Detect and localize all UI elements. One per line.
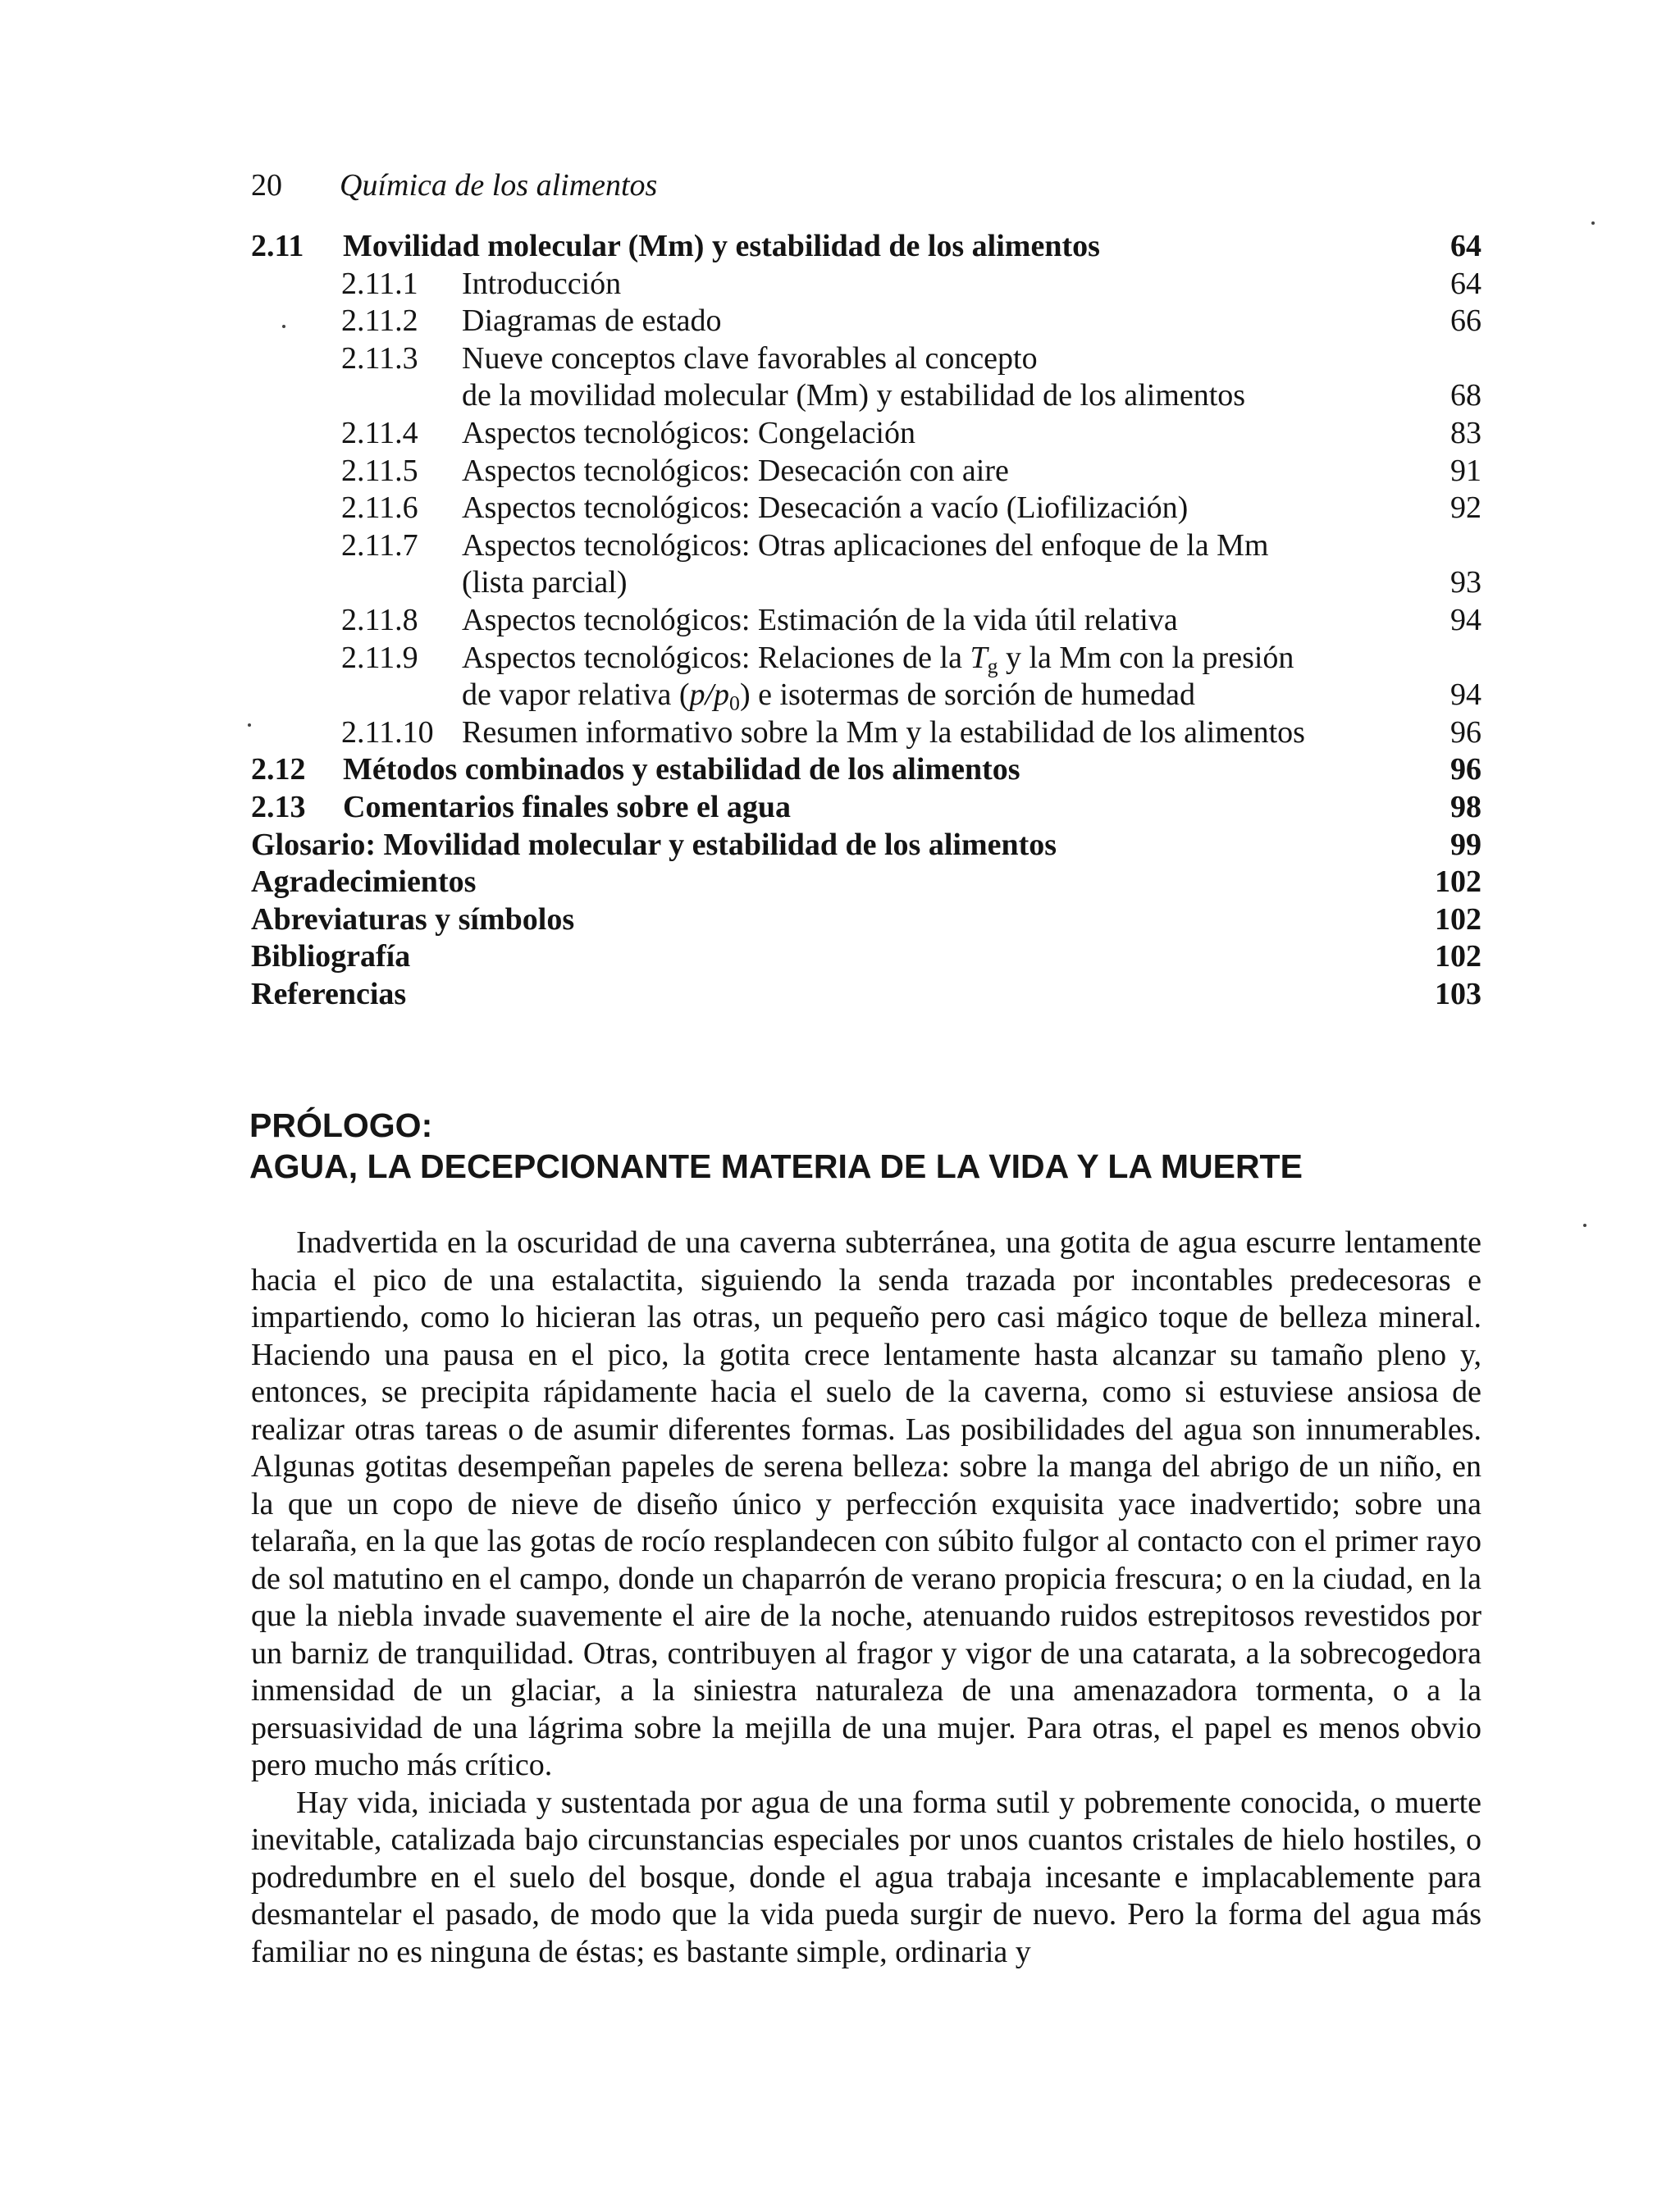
- toc-entry-title: Abreviaturas y símbolos: [251, 901, 575, 937]
- toc-entry-number: 2.11.6: [341, 490, 418, 526]
- toc-entry-title: Comentarios finales sobre el agua: [343, 789, 792, 824]
- toc-entry-title: Aspectos tecnológicos: Otras aplicaciones del enfoque de la Mm: [462, 527, 1269, 563]
- toc-entry-title: Glosario: Movilidad molecular y estabilidad de los alimentos: [251, 827, 1057, 862]
- toc-entry-page: 102: [1435, 864, 1481, 900]
- toc-entry-title: Métodos combinados y estabilidad de los alimentos: [343, 752, 1020, 787]
- prologue-heading: [249, 1105, 1303, 1187]
- toc-entry-page: 103: [1435, 976, 1481, 1011]
- prologue-heading-line-1: PRÓLOGO:: [249, 1106, 433, 1144]
- toc-entry: [251, 751, 1481, 789]
- toc-entry-page: 102: [1435, 901, 1481, 937]
- toc-entry: [251, 564, 1481, 602]
- toc-entry: [251, 228, 1481, 266]
- toc-entry-page: 83: [1450, 415, 1481, 450]
- toc-entry-title: Nueve conceptos clave favorables al concepto: [462, 340, 1038, 376]
- prologue-heading-line-2: AGUA, LA DECEPCIONANTE MATERIA DE LA VIDA Y LA MUERTE: [249, 1147, 1303, 1185]
- toc-entry-title: Aspectos tecnológicos: Desecación a vacío (Liofilización): [462, 490, 1189, 526]
- scan-speck: [1591, 221, 1595, 225]
- toc-entry: [251, 527, 1481, 565]
- toc-entry-page: 91: [1450, 453, 1481, 488]
- toc-entry-number: 2.11.4: [341, 415, 418, 450]
- scan-speck: [1583, 1224, 1586, 1227]
- toc-entry-title: Referencias: [251, 976, 407, 1011]
- book-title: Química de los alimentos: [340, 168, 658, 203]
- toc-entry: [251, 938, 1481, 976]
- toc-entry: [251, 827, 1481, 864]
- toc-entry-number: 2.12: [251, 752, 306, 787]
- toc-entry-number: 2.13: [251, 789, 306, 824]
- toc-entry: [251, 789, 1481, 827]
- toc-entry-title: (lista parcial): [462, 565, 628, 600]
- table-of-contents: [251, 228, 1481, 1013]
- toc-entry-number: 2.11.2: [341, 303, 418, 339]
- toc-entry-page: 99: [1450, 827, 1481, 862]
- toc-entry-number: 2.11.10: [341, 714, 434, 750]
- prologue-body: [251, 1225, 1481, 1971]
- toc-entry-page: 68: [1450, 378, 1481, 413]
- toc-entry-title: de vapor relativa $(p/p_0)$ e isotermas de sorción de humedad: [462, 677, 1195, 715]
- toc-entry-page: 94: [1450, 602, 1481, 637]
- scan-speck: [282, 325, 285, 328]
- toc-entry-page: 102: [1435, 939, 1481, 974]
- toc-entry: [251, 677, 1481, 714]
- toc-entry-page: 96: [1450, 752, 1481, 787]
- toc-entry-number: 2.11.1: [341, 266, 418, 301]
- toc-entry: [251, 303, 1481, 340]
- toc-entry-title: Diagramas de estado: [462, 303, 722, 339]
- prologue-paragraph-1: Inadvertida en la oscuridad de una caverna subterránea, una gotita de agua escurre lentamente hacia el pico de una estalactita, siguiendo la senda trazada por incontables predecesoras e impartiendo, como lo hicieran las otras, un pequeño pero casi mágico toque de belleza mineral. Haciendo una pausa en el pico, la gotita crece lentamente hasta alcanzar su tamaño pleno y, entonces, se precipita rápidamente hacia el suelo de la caverna, como si estuviese ansiosa de realizar otras tareas o de asumir diferentes formas. Las posibilidades del agua son innumerables. Algunas gotitas desempeñan papeles de serena belleza: sobre la manga del abrigo de un niño, en la que un copo de nieve de diseño único y perfección exquisita yace inadvertido; sobre una telaraña, en la que las gotas de rocío resplandecen con súbito fulgor al contacto con el primer rayo de sol matutino en el campo, donde un chaparrón de verano propicia frescura; o en la ciudad, en la que la niebla invade suavemente el aire de la noche, atenuando ruidos estrepitosos revestidos por un barniz de tranquilidad. Otras, contribuyen al fragor y vigor de una catarata, a la sobrecogedora inmensidad de un glaciar, a la siniestra naturaleza de una amenazadora tormenta, o a la persuasividad de una lágrima sobre la mejilla de una mujer. Para otras, el papel es menos obvio pero mucho más crítico.: [251, 1225, 1481, 1782]
- toc-entry: [251, 340, 1481, 378]
- toc-entry-number: 2.11.9: [341, 640, 418, 675]
- toc-entry-title: Resumen informativo sobre la Mm y la estabilidad de los alimentos: [462, 714, 1305, 750]
- toc-entry-page: 93: [1450, 565, 1481, 600]
- toc-entry: [251, 901, 1481, 939]
- toc-entry-page: 64: [1450, 229, 1481, 263]
- toc-entry-title: Agradecimientos: [251, 864, 477, 900]
- toc-entry: [251, 640, 1481, 677]
- toc-entry-page: 94: [1450, 677, 1481, 713]
- toc-entry-page: 92: [1450, 490, 1481, 526]
- toc-entry: [251, 490, 1481, 527]
- toc-entry-number: 2.11.7: [341, 527, 418, 563]
- toc-entry-page: 66: [1450, 303, 1481, 339]
- toc-entry: [251, 976, 1481, 1014]
- toc-entry-title: Bibliografía: [251, 939, 411, 974]
- toc-entry-number: 2.11.8: [341, 602, 418, 637]
- toc-entry: [251, 266, 1481, 303]
- toc-entry-title: Movilidad molecular (Mm) y estabilidad de los alimentos: [343, 229, 1100, 263]
- toc-entry-number: 2.11.3: [341, 340, 418, 376]
- toc-entry-title: Aspectos tecnológicos: Congelación: [462, 415, 915, 450]
- toc-entry-number: 2.11: [251, 229, 304, 263]
- toc-entry-page: 96: [1450, 714, 1481, 750]
- toc-entry-title: Introducción: [462, 266, 622, 301]
- toc-entry-page: 64: [1450, 266, 1481, 301]
- toc-entry: [251, 714, 1481, 752]
- toc-entry-title: Aspectos tecnológicos: Estimación de la vida útil relativa: [462, 602, 1178, 637]
- toc-entry-title: de la movilidad molecular (Mm) y estabilidad de los alimentos: [462, 378, 1246, 413]
- toc-entry: [251, 602, 1481, 640]
- running-header: [251, 167, 657, 203]
- toc-entry: [251, 415, 1481, 453]
- page-number: 20: [251, 168, 282, 203]
- toc-entry-page: 98: [1450, 789, 1481, 824]
- toc-entry: [251, 377, 1481, 415]
- toc-entry-number: 2.11.5: [341, 453, 418, 488]
- toc-entry-title: Aspectos tecnológicos: Desecación con aire: [462, 453, 1009, 488]
- prologue-paragraph-2: Hay vida, iniciada y sustentada por agua de una forma sutil y pobremente conocida, o muerte inevitable, catalizada bajo circunstancias especiales por unos cuantos cristales de hielo hostiles, o podredumbre en el suelo del bosque, donde el agua trabaja incesante e implacablemente para desmantelar el pasado, de modo que la vida pueda surgir de nuevo. Pero la forma del agua más familiar no es ninguna de éstas; es bastante simple, ordinaria y: [251, 1785, 1481, 1969]
- toc-entry-title: Aspectos tecnológicos: Relaciones de la $T_g$ y la Mm con la presión: [462, 640, 1294, 677]
- scan-speck: [248, 723, 251, 727]
- toc-entry: [251, 453, 1481, 490]
- toc-entry: [251, 864, 1481, 901]
